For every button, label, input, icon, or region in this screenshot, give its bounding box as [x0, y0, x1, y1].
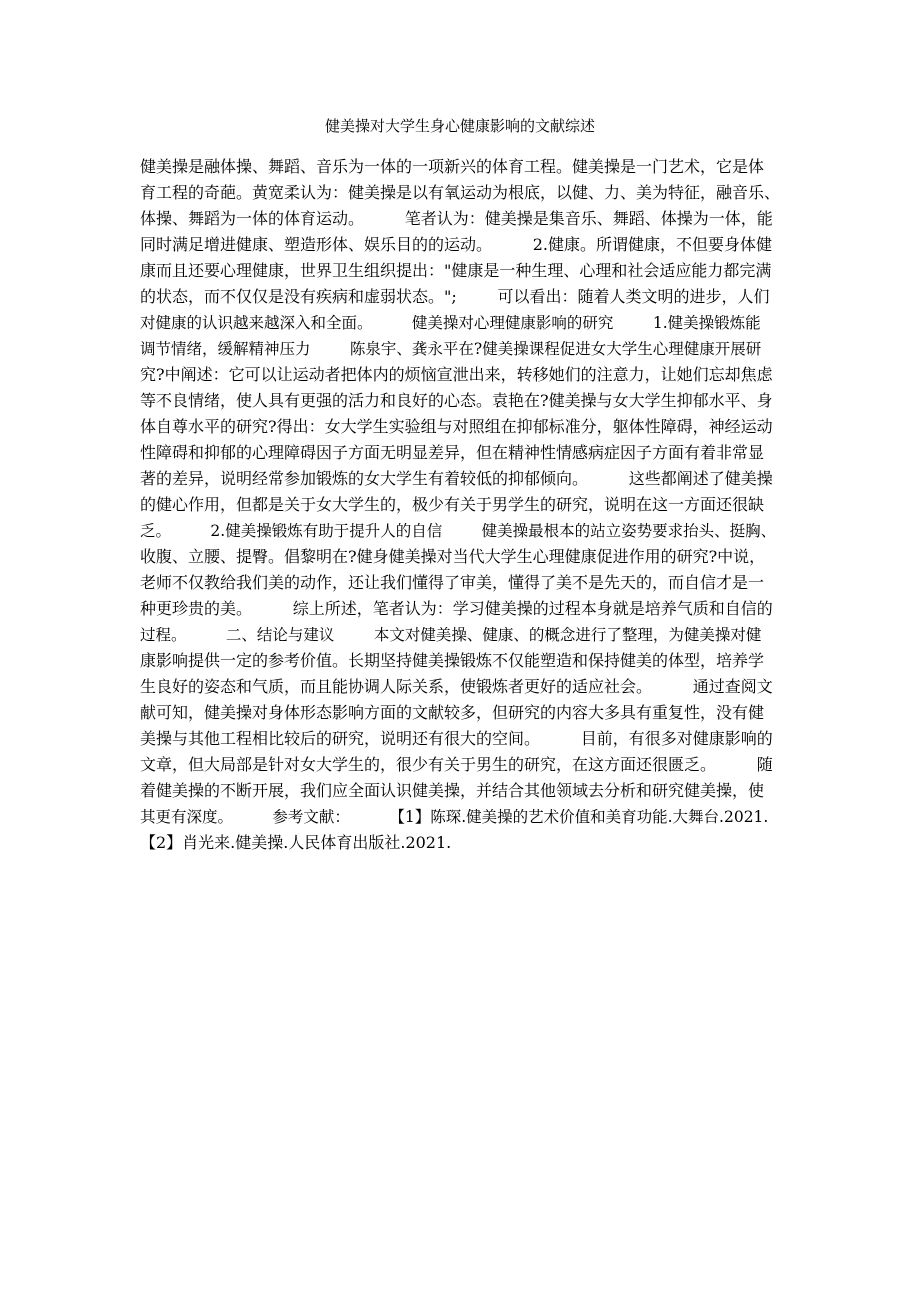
body-line: 同时满足增进健康、塑造形体、娱乐目的的运动。 2.健康。所谓健康，不但要身体健: [140, 235, 772, 254]
body-line: 体操、舞蹈为一体的体育运动。 笔者认为：健美操是集音乐、舞蹈、体操为一体，能: [140, 209, 773, 228]
body-line: 收腹、立腰、提臀。倡黎明在?健身健美操对当代大学生心理健康促进作用的研究?中说，: [140, 547, 766, 566]
body-line: 康而且还要心理健康，世界卫生组织提出："健康是一种生理、心理和社会适应能力都完满: [140, 261, 772, 280]
body-line: 其更有深度。 参考文献： 【1】陈琛.健美操的艺术价值和美育功能.大舞台.2021.: [140, 808, 769, 826]
body-line: 生良好的姿态和气质，而且能协调人际关系，使锻炼者更好的适应社会。 通过查阅文: [140, 677, 773, 696]
body-line: 体自尊水平的研究?得出：女大学生实验组与对照组在抑郁标准分，躯体性障碍，神经运动: [140, 417, 773, 436]
body-line: 对健康的认识越来越深入和全面。 健美操对心理健康影响的研究 1.健美操锻炼能: [140, 314, 761, 332]
body-line: 文章，但大局部是针对女大学生的，很少有关于男生的研究，在这方面还很匮乏。 随: [140, 755, 773, 774]
body-line: 的健心作用，但都是关于女大学生的，极少有关于男学生的研究，说明在这一方面还很缺: [140, 495, 765, 514]
reference-line: 【2】肖光来.健美操.人民体育出版社.2021.: [140, 833, 452, 852]
body-line: 著的差异，说明经常参加锻炼的女大学生有着较低的抑郁倾向。 这些都阐述了健美操: [140, 469, 773, 488]
body-line: 的状态，而不仅仅是没有疾病和虚弱状态。"; 可以看出：随着人类文明的进步，人们: [140, 287, 770, 306]
body-line: 育工程的奇葩。黄宽柔认为：健美操是以有氧运动为根底，以健、力、美为特征，融音乐、: [140, 183, 781, 202]
body-line: 性障碍和抑郁的心理障碍因子方面无明显差异，但在精神性情感病症因子方面有着非常显: [140, 443, 765, 462]
body-line: 健美操是融体操、舞蹈、音乐为一体的一项新兴的体育工程。健美操是一门艺术，它是体: [140, 157, 765, 176]
body-line: 老师不仅教给我们美的动作，还让我们懂得了审美，懂得了美不是先天的，而自信才是一: [140, 573, 765, 592]
body-line: 调节情绪，缓解精神压力 陈泉宇、龚永平在?健美操课程促进女大学生心理健康开展研: [140, 340, 762, 358]
body-line: 献可知，健美操对身体形态影响方面的文献较多，但研究的内容大多具有重复性，没有健: [140, 703, 765, 722]
body-line: 等不良情绪，使人具有更强的活力和良好的心态。袁艳在?健美操与女大学生抑郁水平、身: [140, 391, 773, 410]
body-line: 种更珍贵的美。 综上所述，笔者认为：学习健美操的过程本身就是培养气质和自信的: [140, 599, 773, 618]
body-line: 究?中阐述：它可以让运动者把体内的烦恼宣泄出来，转移她们的注意力，让她们忘却焦虑: [140, 365, 773, 384]
body-line: 过程。 二、结论与建议 本文对健美操、健康、的概念进行了整理，为健美操对健: [140, 626, 762, 644]
document-title: 健美操对大学生身心健康影响的文献综述: [324, 117, 595, 135]
body-line: 康影响提供一定的参考价值。长期坚持健美操锻炼不仅能塑造和保持健美的体型，培养学: [140, 651, 765, 670]
body-line: 着健美操的不断开展，我们应全面认识健美操，并结合其他领域去分析和研究健美操，使: [140, 781, 765, 800]
body-line: 乏。 2.健美操锻炼有助于提升人的自信 健美操最根本的站立姿势要求抬头、挺胸、: [140, 522, 777, 540]
body-line: 美操与其他工程相比较后的研究，说明还有很大的空间。 目前，有很多对健康影响的: [140, 729, 773, 748]
